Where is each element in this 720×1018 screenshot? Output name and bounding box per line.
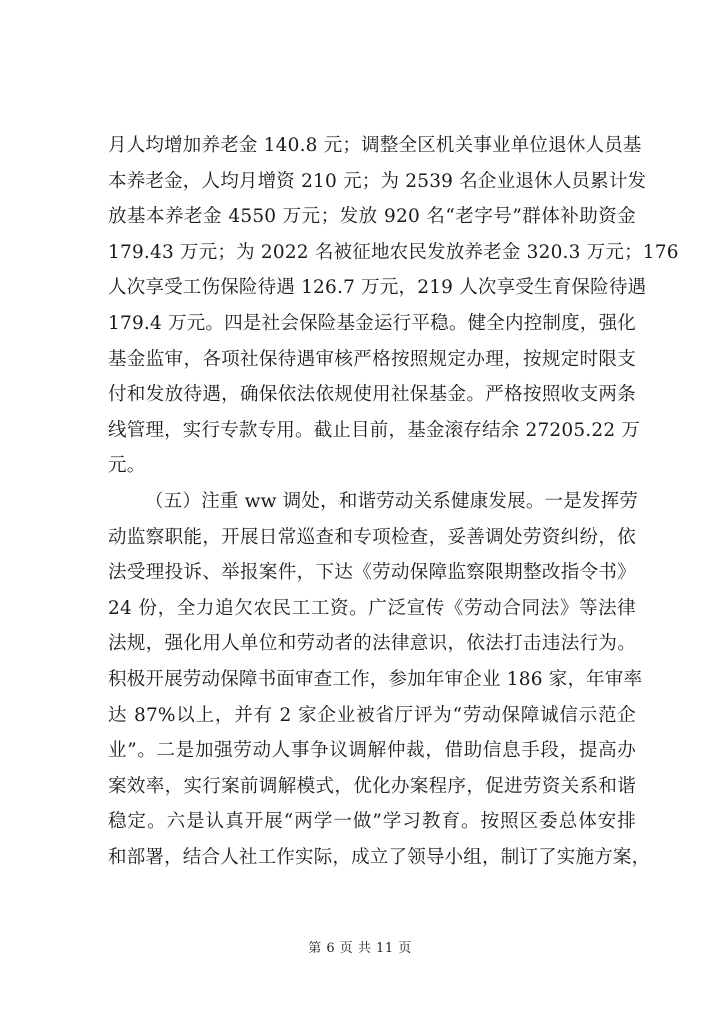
text-line: 人次享受工伤保险待遇 126.7 万元，219 人次享受生育保险待遇	[108, 277, 647, 299]
text-line: 法规，强化用人单位和劳动者的法律意识，依法打击违法行为。	[108, 633, 636, 655]
text-line: 179.4 万元。四是社会保险基金运行平稳。健全内控制度，强化	[108, 312, 636, 334]
text-line: 月人均增加养老金 140.8 元；调整全区机关事业单位退休人员基	[108, 135, 642, 156]
text-line: 线管理，实行专款专用。截止目前，基金滚存结余 27205.22 万	[108, 419, 641, 441]
text-line: 179.43 万元；为 2022 名被征地农民发放养老金 320.3 万元；176	[108, 241, 679, 263]
text-line: 动监察职能，开展日常巡查和专项检查，妥善调处劳资纠纷，依	[108, 526, 636, 548]
text-line: 达 87%以上，并有 2 家企业被省厅评为“劳动保障诚信示范企	[108, 704, 636, 726]
page-footer: 第 6 页 共 11 页	[308, 941, 412, 956]
text-line: 法受理投诉、举报案件，下达《劳动保障监察限期整改指令书》	[108, 562, 636, 584]
text-line: 付和发放待遇，确保依法依规使用社保基金。严格按照收支两条	[108, 384, 636, 406]
text-line: 放基本养老金 4550 万元；发放 920 名“老字号”群体补助资金	[108, 206, 636, 228]
text-line: 24 份，全力追欠农民工工资。广泛宣传《劳动合同法》等法律	[108, 597, 636, 619]
text-line: 元。	[108, 455, 146, 477]
text-line: 业”。二是加强劳动人事争议调解仲裁，借助信息手段，提高办	[108, 740, 636, 762]
text-line: 案效率，实行案前调解模式，优化办案程序，促进劳资关系和谐	[108, 775, 636, 797]
text-line: 基金监审，各项社保待遇审核严格按照规定办理，按规定时限支	[108, 348, 636, 370]
text-line: 和部署，结合人社工作实际，成立了领导小组，制订了实施方案，	[108, 846, 651, 868]
body-text	[108, 128, 679, 875]
paragraph-start-line: （五）注重 ww 调处，和谐劳动关系健康发展。一是发挥劳	[145, 490, 639, 512]
text-line: 积极开展劳动保障书面审查工作，参加年审企业 186 家，年审率	[108, 668, 643, 690]
text-line: 稳定。六是认真开展“两学一做”学习教育。按照区委总体安排	[108, 811, 636, 833]
text-line: 本养老金，人均月增资 210 元；为 2539 名企业退休人员累计发	[108, 170, 647, 192]
